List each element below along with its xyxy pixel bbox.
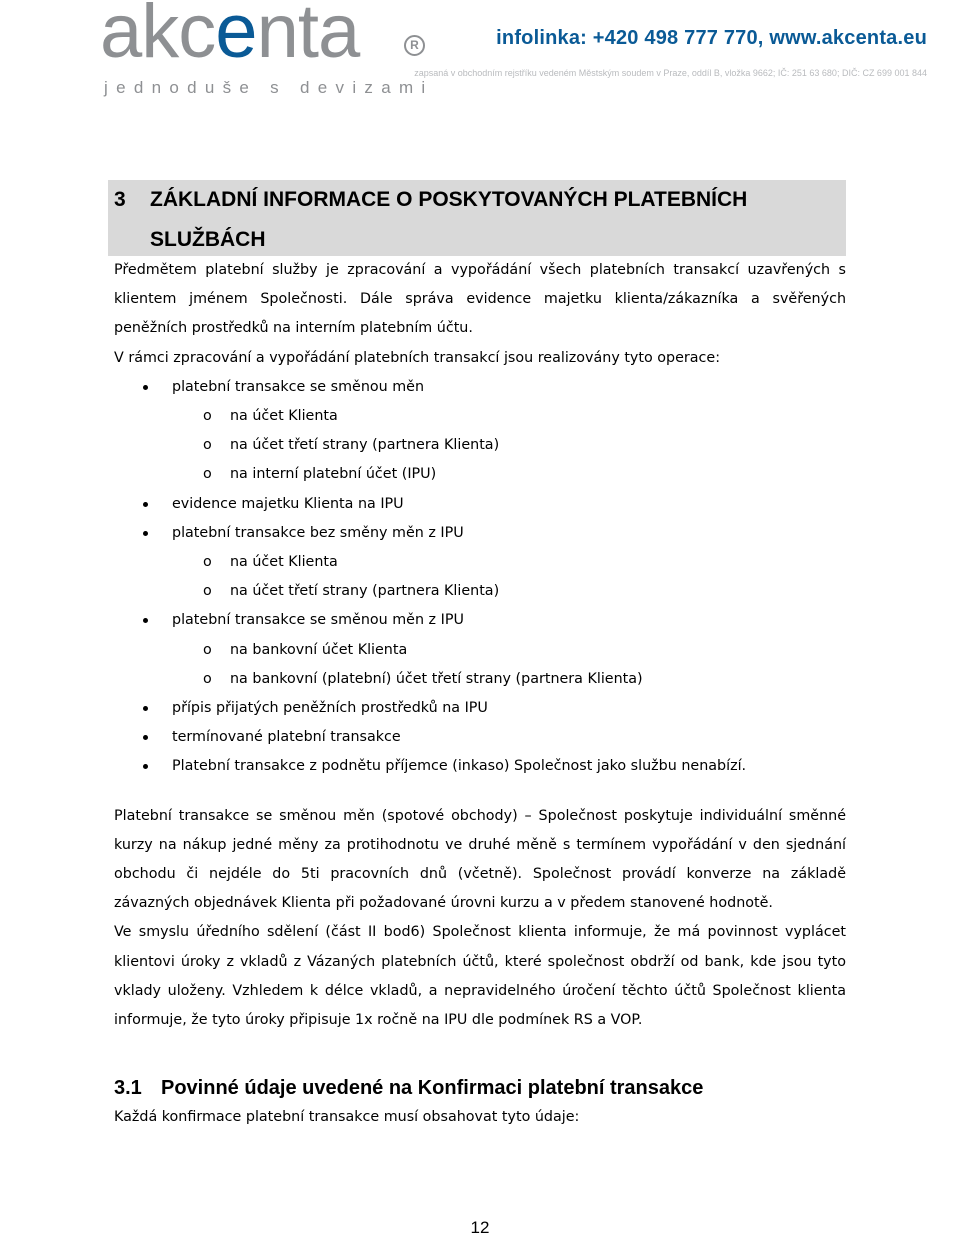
sublist-item-text: na interní platební účet (IPU) xyxy=(230,466,437,483)
sublist xyxy=(114,402,846,490)
sub-bullet-marker: o xyxy=(203,670,212,687)
section-title: ZÁKLADNÍ INFORMACE O POSKYTOVANÝCH PLATEBNÍCH SLUŽBÁCH xyxy=(150,188,748,251)
akcenta-logo xyxy=(100,0,360,74)
sublist-container xyxy=(114,636,846,694)
sublist-item-text: na účet třetí strany (partnera Klienta) xyxy=(230,437,500,454)
sublist-item xyxy=(114,577,846,606)
list-item xyxy=(114,723,846,752)
sublist xyxy=(114,548,846,606)
subsection-number: 3.1 xyxy=(114,1077,142,1100)
list-item xyxy=(114,752,846,781)
confirmation-intro: Každá konfirmace platební transakce musí obsahovat tyto údaje: xyxy=(114,1109,580,1126)
sublist-container xyxy=(114,402,846,490)
interest-paragraph: Ve smyslu úředního sdělení (část II bod6) Společnost klienta informuje, že má povinnost vyplácet klientovi úroky z vkladů z Vázaných platebních účtů, které společnost obdrží od bank, kde jsou tyto vklady uloženy. Vzhledem k délce vkladů, a nepravidelného úročení těchto účtů Společnost klienta informuje, že tyto úroky připisuje 1x ročně na IPU dle podmínek RS a VOP. xyxy=(114,924,846,1029)
sublist-item xyxy=(114,548,846,577)
list-item xyxy=(114,519,846,548)
sublist-item xyxy=(114,460,846,489)
sublist-item xyxy=(114,665,846,694)
list-item-text: platební transakce se směnou měn xyxy=(172,378,425,395)
logo-text-accent: e xyxy=(215,0,257,74)
sub-bullet-marker: o xyxy=(203,554,212,571)
page-number: 12 xyxy=(470,1218,490,1237)
sublist-item xyxy=(114,431,846,460)
logo-text-part2: nta xyxy=(256,0,360,74)
list-item xyxy=(114,606,846,635)
sublist-item-text: na účet Klienta xyxy=(230,554,338,571)
list-intro: V rámci zpracování a vypořádání platebních transakcí jsou realizovány tyto operace: xyxy=(114,349,721,366)
infoline-text: infolinka: +420 498 777 770, www.akcenta.eu xyxy=(496,27,927,49)
sublist xyxy=(114,636,846,694)
document-body xyxy=(114,180,846,1132)
sublist-item-text: na bankovní účet Klienta xyxy=(230,641,408,658)
spacer xyxy=(114,782,846,802)
section-number: 3 xyxy=(114,188,126,211)
list-item xyxy=(114,694,846,723)
list-item-text: platební transakce bez směny měn z IPU xyxy=(172,524,464,541)
page-header xyxy=(0,0,960,100)
operations-list xyxy=(114,373,846,782)
list-item-text: Platební transakce z podnětu příjemce (inkaso) Společnost jako službu nenabízí. xyxy=(172,758,747,775)
sub-bullet-marker: o xyxy=(203,408,212,425)
list-item-text: přípis přijatých peněžních prostředků na IPU xyxy=(172,700,488,717)
list-item-text: evidence majetku Klienta na IPU xyxy=(172,495,404,512)
list-item xyxy=(114,490,846,519)
list-item-text: termínované platební transakce xyxy=(172,729,401,746)
sublist-item xyxy=(114,402,846,431)
subsection-title: Povinné údaje uvedené na Konfirmaci platební transakce xyxy=(161,1077,704,1100)
sublist-item-text: na účet Klienta xyxy=(230,408,338,425)
sublist-item-text: na bankovní (platební) účet třetí strany (partnera Klienta) xyxy=(230,670,643,687)
sub-bullet-marker: o xyxy=(203,466,212,483)
logo-text-part1: akc xyxy=(100,0,216,74)
section-3-heading xyxy=(108,180,846,256)
registered-mark-icon: R xyxy=(404,35,425,56)
list-item-text: platební transakce se směnou měn z IPU xyxy=(172,612,464,629)
sublist-item xyxy=(114,636,846,665)
sub-bullet-marker: o xyxy=(203,583,212,600)
registry-info: zapsaná v obchodním rejstříku vedeném Městským soudem v Praze, oddíl B, vložka 9662; IČ: 251 63 680; DIČ: CZ 699 001 844 xyxy=(414,68,927,78)
sublist-container xyxy=(114,548,846,606)
sub-bullet-marker: o xyxy=(203,641,212,658)
logo-tagline: jednoduše s devizami xyxy=(104,78,434,97)
intro-paragraph: Předmětem platební služby je zpracování a vypořádání všech platebních transakcí uzavřených s klientem jménem Společnosti. Dále správa evidence majetku klienta/zákazníka a svěřených peněžních prostředků na interním platebním účtu. xyxy=(114,262,846,337)
list-item xyxy=(114,373,846,402)
sub-bullet-marker: o xyxy=(203,437,212,454)
spot-transactions-paragraph: Platební transakce se směnou měn (spotové obchody) – Společnost poskytuje individuální směnné kurzy na nákup jedné měny za protihodnotu ve druhé měně s termínem vypořádání v den sjednání obchodu či nejdéle do 5ti pracovních dnů (včetně). Společnost provádí konverze na základě závazných objednávek Klienta při požadované úrovni kurzu a v předem stanovené hodnotě. xyxy=(114,807,846,912)
sublist-item-text: na účet třetí strany (partnera Klienta) xyxy=(230,583,500,600)
section-3-1-heading xyxy=(114,1073,846,1103)
